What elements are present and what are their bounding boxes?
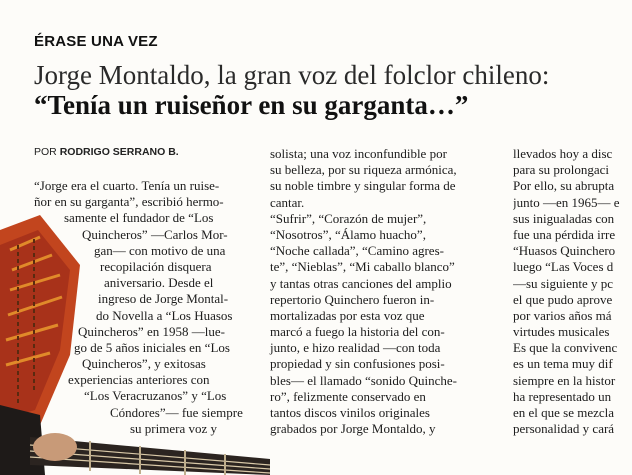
article-column-3 [513, 146, 632, 437]
column-line: “Los Veracruzanos” y “Los [84, 388, 227, 404]
column-line: experiencias anteriores con [68, 372, 210, 388]
column-line: recopilación disquera [100, 258, 212, 274]
column-line: te”, “Nieblas”, “Mi caballo blanco” [270, 259, 455, 275]
column-line: do Novella a “Los Huasos [96, 307, 233, 323]
column-line: su primera voz y [130, 420, 218, 436]
column-line: marcó a fuego la historia del con- [270, 324, 445, 340]
column-line: su belleza, por su riqueza armónica, [270, 162, 457, 178]
byline-author: RODRIGO SERRANO B. [59, 146, 179, 158]
column-line: cantar. [270, 194, 305, 210]
column-line: para su prolongaci [513, 162, 610, 178]
column-line: solista; una voz inconfundible por [270, 146, 447, 161]
column-line: tantos discos vinilos originales [270, 405, 430, 420]
column-line: “Sufrir”, “Corazón de mujer”, [270, 210, 427, 226]
hand [33, 433, 77, 461]
column-line: sus inigualadas con [513, 210, 615, 226]
column-line: siempre en la histor [513, 372, 616, 388]
column-line: Quincheros” en 1958 —lue- [78, 323, 225, 339]
column-line: ro”, felizmente conservado en [270, 388, 426, 404]
column-line: propiedad y sin confusiones posi- [270, 356, 445, 372]
column-line: ingreso de Jorge Montal- [98, 291, 229, 307]
column-line: ha representado un [513, 388, 612, 404]
column-line: “Huasos Quinchero [513, 243, 616, 259]
column-line: Por ello, su abrupta [513, 178, 615, 194]
column-line: bles— el llamado “sonido Quinche- [270, 372, 458, 388]
column-line: luego “Las Voces d [513, 259, 614, 275]
column-line: su noble timbre y singular forma de [270, 178, 456, 194]
column-line: por varios años má [513, 307, 612, 323]
column-line: junto, e hizo realidad —con toda [270, 340, 441, 356]
column-line: personalidad y cará [513, 421, 615, 437]
column-line: Quincheros”, y exitosas [82, 356, 206, 372]
article-column-2 [270, 146, 502, 437]
column-line: “Noche callada”, “Camino agres- [270, 243, 444, 259]
column-line: “Jorge era el cuarto. Tenía un ruise- [34, 178, 220, 193]
column-line: ñor en su garganta”, escribió hermo- [34, 194, 224, 210]
column-line: samente el fundador de “Los [64, 210, 214, 226]
column-line: grabados por Jorge Montaldo, y [270, 421, 436, 437]
column-line: “Nosotros”, “Álamo huacho”, [270, 226, 426, 242]
byline [34, 146, 179, 158]
column-line: en el que se mezcla [513, 405, 615, 420]
byline-prefix: POR [34, 146, 57, 158]
column-line: llevados hoy a disc [513, 146, 613, 161]
column-line: —su siguiente y pc [513, 275, 614, 291]
column-line: Quincheros” —Carlos Mor- [82, 226, 228, 242]
column-line: repertorio Quinchero fueron in- [270, 291, 435, 307]
headline-line-2: “Tenía un ruiseñor en su garganta…” [34, 90, 469, 120]
headline-line-1: Jorge Montaldo, la gran voz del folclor chileno: [34, 60, 550, 90]
column-line: mortalizadas por esta voz que [270, 307, 425, 323]
article-column-1 [0, 178, 258, 437]
column-line: Cóndores”— fue siempre [110, 404, 243, 420]
column-line: Es que la convivenc [513, 340, 618, 356]
column-line: el que pudo aprove [513, 291, 613, 307]
column-line: junto —en 1965— e [513, 194, 620, 210]
column-line: fue una pérdida irre [513, 226, 616, 242]
column-line: y tantas otras canciones del amplio [270, 275, 452, 291]
column-line: es un tema muy dif [513, 356, 613, 372]
column-line: virtudes musicales [513, 324, 610, 340]
column-line: gan— con motivo de una [94, 242, 226, 258]
section-kicker: ÉRASE UNA VEZ [34, 33, 158, 50]
column-line: aniversario. Desde el [104, 275, 214, 291]
column-line: go de 5 años iniciales en “Los [74, 339, 230, 355]
headline [34, 60, 632, 120]
